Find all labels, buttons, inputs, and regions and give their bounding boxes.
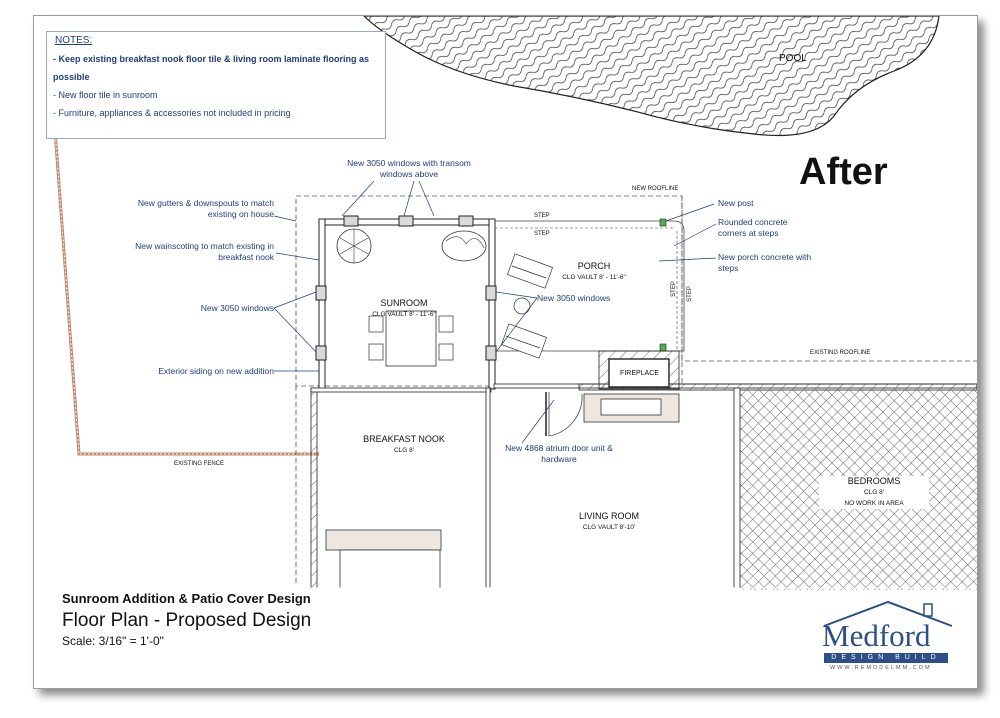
porch-ceiling: CLG VAULT 8' - 11'-6" (562, 274, 626, 281)
living-room-name: LIVING ROOM (578, 511, 639, 521)
logo-tagline: DESIGN BUILD (824, 653, 948, 663)
annotation-porch-concrete: New porch concrete with steps (718, 252, 812, 273)
pool-outline (364, 16, 939, 136)
medford-logo (816, 598, 961, 678)
room-bedrooms (819, 476, 929, 509)
logo-url: WWW.REMODELMM.COM (830, 665, 932, 671)
annotation-windows-transom: New 3050 windows with transom windows above (347, 158, 471, 179)
sunroom-name: SUNROOM (380, 298, 428, 308)
annotation-atrium-door: New 4868 atrium door unit & hardware (505, 443, 613, 464)
existing-fence-label: EXISTING FENCE (174, 461, 225, 467)
porch-name: PORCH (577, 261, 611, 271)
annotation-siding: Exterior siding on new addition (158, 366, 274, 376)
annotation-windows-porch: New 3050 windows (537, 293, 611, 303)
note-item-2: - New floor tile in sunroom (53, 90, 158, 100)
note-item-1: - Keep existing breakfast nook floor tile & living room laminate flooring as possible (53, 54, 370, 82)
room-sunroom (354, 298, 454, 320)
room-porch (544, 261, 644, 283)
drawing-sheet (33, 15, 978, 689)
after-heading: After (799, 151, 888, 193)
sunroom-ceiling: CLG VAULT 8' - 11'-6" (372, 311, 436, 318)
room-living (559, 511, 659, 533)
step-label-top-2: STEP (534, 231, 550, 237)
logo-wordmark: Medford (822, 618, 931, 653)
atrium-door-swing (549, 392, 582, 436)
sheet-title: Floor Plan - Proposed Design (62, 610, 312, 631)
room-fireplace: FIREPLACE (620, 370, 659, 377)
annotation-gutters: New gutters & downspouts to match existing on house (137, 198, 274, 219)
notes-title: NOTES: (55, 35, 93, 46)
living-room-ceiling: CLG VAULT 8'-10' (582, 524, 636, 531)
annotation-wainscoting: New wainscoting to match existing in breakfast nook (135, 241, 274, 262)
step-label-side-2: STEP (686, 286, 693, 302)
project-title: Sunroom Addition & Patio Cover Design (62, 591, 311, 606)
bedrooms-ceiling: CLG 8' (863, 489, 885, 496)
title-block (62, 591, 311, 648)
plant-right (442, 231, 486, 261)
bedrooms-note: NO WORK IN AREA (844, 500, 904, 507)
annotation-new-post: New post (718, 198, 754, 208)
step-label-top: STEP (534, 213, 550, 219)
breakfast-nook-ceiling: CLG 8' (393, 447, 415, 454)
pool-label: POOL (779, 53, 807, 64)
breakfast-nook-name: BREAKFAST NOOK (363, 434, 445, 444)
step-label-side: STEP (670, 281, 677, 297)
annotation-windows-left: New 3050 windows (200, 303, 274, 313)
notes-box (46, 31, 386, 139)
scale-label: Scale: 3/16" = 1'-0" (62, 634, 164, 648)
note-item-3: - Furniture, appliances & accessories not included in pricing (53, 108, 291, 118)
existing-roofline-label: EXISTING ROOFLINE (810, 350, 871, 356)
nook-counter (326, 530, 441, 550)
new-roofline-label: NEW ROOFLINE (632, 186, 679, 192)
annotation-rounded-corners: Rounded concrete corners at steps (718, 217, 788, 238)
bedrooms-name: BEDROOMS (847, 476, 901, 486)
room-breakfast-nook (349, 434, 459, 456)
